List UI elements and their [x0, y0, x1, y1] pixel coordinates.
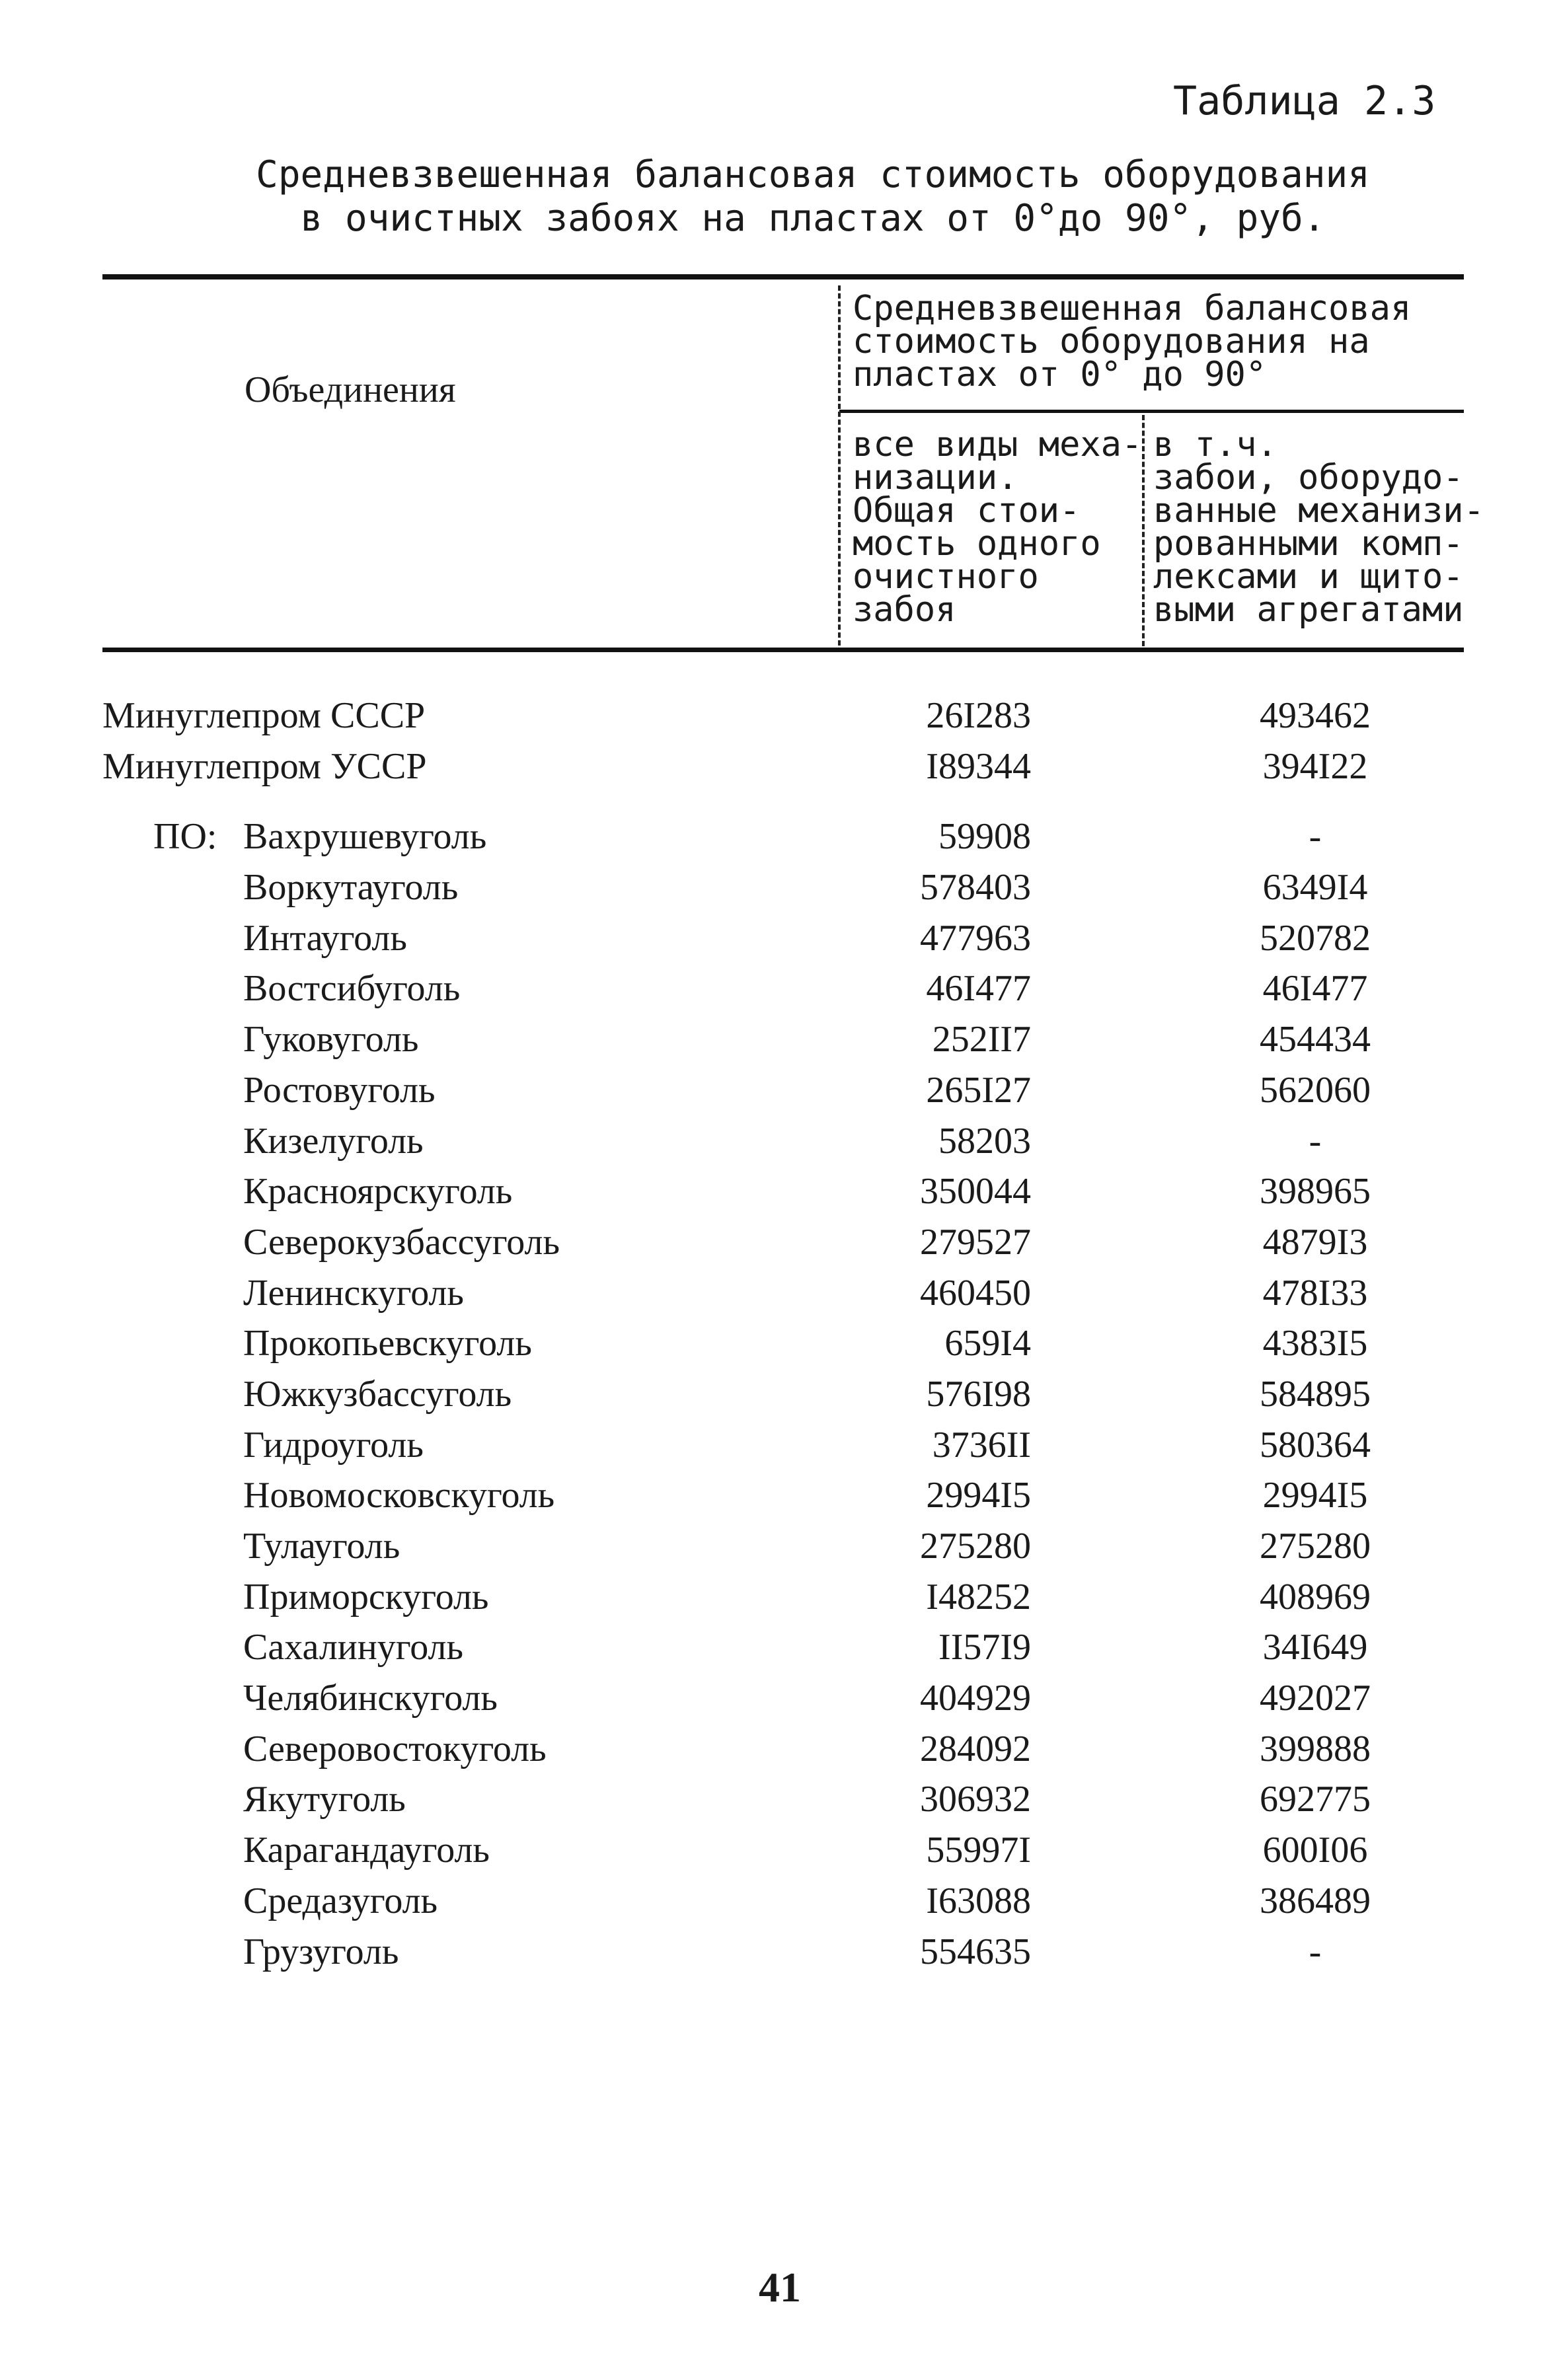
table-row — [0, 1369, 1561, 1420]
table-title — [198, 153, 1428, 241]
row-value-all: 350044 — [920, 1171, 1031, 1212]
row-value-complex: 386489 — [1260, 1880, 1371, 1921]
page-number: 41 — [759, 2264, 801, 2311]
row-org-name: Южкузбассуголь — [243, 1373, 512, 1415]
row-value-all: I48252 — [926, 1576, 1031, 1618]
row-value-all: 576I98 — [926, 1373, 1031, 1415]
header-sub-rule — [839, 410, 1464, 413]
table-row — [0, 741, 1561, 792]
row-value-all: 58203 — [938, 1120, 1031, 1162]
header-divider-1 — [838, 285, 841, 646]
table-row — [0, 1622, 1561, 1673]
row-prefix: ПО: — [153, 816, 217, 858]
header-col-complex-faces: в т.ч. забои, оборудо- ванные механизи- рованными комп- лексами и щито- выми агрегатами — [1153, 425, 1484, 630]
row-value-complex: 454434 — [1260, 1019, 1371, 1060]
row-org-name: Северокузбассуголь — [243, 1221, 560, 1263]
table-row — [0, 1673, 1561, 1724]
table-top-rule — [102, 274, 1464, 279]
row-org-name: Вахрушевуголь — [243, 816, 487, 858]
row-value-all: I63088 — [926, 1880, 1031, 1921]
row-org-name: Прокопьевскуголь — [243, 1323, 532, 1364]
row-org-name: Северовостокуголь — [243, 1728, 547, 1769]
row-value-complex: 408969 — [1260, 1576, 1371, 1618]
row-value-all: 578403 — [920, 867, 1031, 909]
row-org-name: Якутуголь — [243, 1779, 406, 1820]
table-label: Таблица 2.3 — [1173, 78, 1436, 124]
row-value-complex: 4383I5 — [1262, 1323, 1368, 1364]
row-value-complex: 275280 — [1260, 1526, 1371, 1567]
row-value-all: 460450 — [920, 1272, 1031, 1314]
row-value-all: 279527 — [920, 1221, 1031, 1263]
row-value-complex: 562060 — [1260, 1069, 1371, 1111]
row-value-all: 659I4 — [944, 1323, 1031, 1364]
row-org-name: Востсибуголь — [243, 968, 461, 1010]
row-value-complex: 478I33 — [1262, 1272, 1368, 1314]
row-value-all: 265I27 — [926, 1069, 1031, 1111]
row-org-name: Гуковуголь — [243, 1019, 419, 1060]
table-row — [0, 1572, 1561, 1623]
table-row — [0, 1470, 1561, 1521]
row-value-complex: - — [1309, 1931, 1322, 1972]
header-col-all-mechanization: все виды меха- низации. Общая стои- мость одного очистного забоя — [853, 425, 1143, 630]
row-org-name: Грузуголь — [243, 1931, 399, 1972]
table-row — [0, 1268, 1561, 1319]
row-value-all: 59908 — [938, 816, 1031, 858]
table-title-line-2: в очистных забоях на пластах от 0°до 90°, руб. — [300, 197, 1326, 240]
header-bottom-rule — [102, 648, 1464, 652]
header-main-column: Средневзвешенная балансовая стоимость оборудования на пластах от 0° до 90° — [853, 289, 1412, 394]
table-row — [0, 1116, 1561, 1167]
row-value-all: 46I477 — [926, 968, 1031, 1010]
row-value-all: II57I9 — [938, 1627, 1031, 1668]
row-value-complex: - — [1309, 816, 1322, 858]
row-value-complex: 584895 — [1260, 1373, 1371, 1415]
row-value-complex: 520782 — [1260, 917, 1371, 959]
row-org-name: Сахалинуголь — [243, 1627, 464, 1668]
row-value-all: 284092 — [920, 1728, 1031, 1769]
table-title-line-1: Средневзвешенная балансовая стоимость оборудования — [256, 153, 1370, 196]
table-row — [0, 690, 1561, 741]
row-value-complex: 6349I4 — [1262, 867, 1368, 909]
row-org-name: Ленинскуголь — [243, 1272, 464, 1314]
row-value-all: 2994I5 — [926, 1475, 1031, 1516]
row-org-name: Минуглепром СССР — [102, 695, 426, 736]
row-value-complex: 692775 — [1260, 1779, 1371, 1820]
row-value-all: 275280 — [920, 1526, 1031, 1567]
row-value-complex: 2994I5 — [1262, 1475, 1368, 1516]
row-org-name: Гидроуголь — [243, 1424, 424, 1466]
row-value-complex: 600I06 — [1262, 1830, 1368, 1871]
row-value-all: 306932 — [920, 1779, 1031, 1820]
row-value-complex: 34I649 — [1262, 1627, 1368, 1668]
row-value-complex: 4879I3 — [1262, 1221, 1368, 1263]
row-value-complex: 46I477 — [1262, 968, 1368, 1010]
table-row — [0, 1774, 1561, 1825]
row-org-name: Приморскуголь — [243, 1576, 489, 1618]
header-org-column: Объединения — [245, 369, 456, 410]
table-row — [0, 1927, 1561, 1978]
row-value-complex: 399888 — [1260, 1728, 1371, 1769]
table-row — [0, 862, 1561, 913]
row-org-name: Кизелуголь — [243, 1120, 424, 1162]
row-value-all: 252II7 — [932, 1019, 1031, 1060]
row-value-complex: 493462 — [1260, 695, 1371, 736]
table-row — [0, 1825, 1561, 1876]
row-org-name: Новомосковскуголь — [243, 1475, 555, 1516]
table-row — [0, 1318, 1561, 1369]
table-row — [0, 1876, 1561, 1927]
table-row — [0, 1014, 1561, 1065]
table-row — [0, 811, 1561, 862]
table-row — [0, 1166, 1561, 1217]
row-value-all: 404929 — [920, 1678, 1031, 1719]
row-value-complex: 580364 — [1260, 1424, 1371, 1466]
table-body — [0, 690, 1561, 1977]
row-value-all: 3736II — [932, 1424, 1031, 1466]
row-value-complex: 492027 — [1260, 1678, 1371, 1719]
table-row — [0, 1065, 1561, 1116]
table-row — [0, 963, 1561, 1014]
row-org-name: Красноярскуголь — [243, 1171, 513, 1212]
row-value-complex: - — [1309, 1120, 1322, 1162]
row-org-name: Воркутауголь — [243, 867, 459, 909]
row-value-all: 55997I — [926, 1830, 1031, 1871]
row-org-name: Минуглепром УССР — [102, 745, 427, 787]
table-row — [0, 913, 1561, 964]
row-org-name: Средазуголь — [243, 1880, 438, 1921]
row-value-all: 26I283 — [926, 695, 1031, 736]
row-value-all: 554635 — [920, 1931, 1031, 1972]
row-org-name: Ростовуголь — [243, 1069, 436, 1111]
table-row — [0, 1420, 1561, 1471]
row-org-name: Челябинскуголь — [243, 1678, 498, 1719]
row-org-name: Тулауголь — [243, 1526, 400, 1567]
table-row — [0, 1521, 1561, 1572]
table-row — [0, 1724, 1561, 1775]
row-org-name: Карагандауголь — [243, 1830, 490, 1871]
row-value-complex: 398965 — [1260, 1171, 1371, 1212]
header-divider-2 — [1142, 415, 1145, 646]
row-value-all: I89344 — [926, 745, 1031, 787]
row-value-complex: 394I22 — [1262, 745, 1368, 787]
row-value-all: 477963 — [920, 917, 1031, 959]
table-row — [0, 1217, 1561, 1268]
row-org-name: Интауголь — [243, 917, 407, 959]
